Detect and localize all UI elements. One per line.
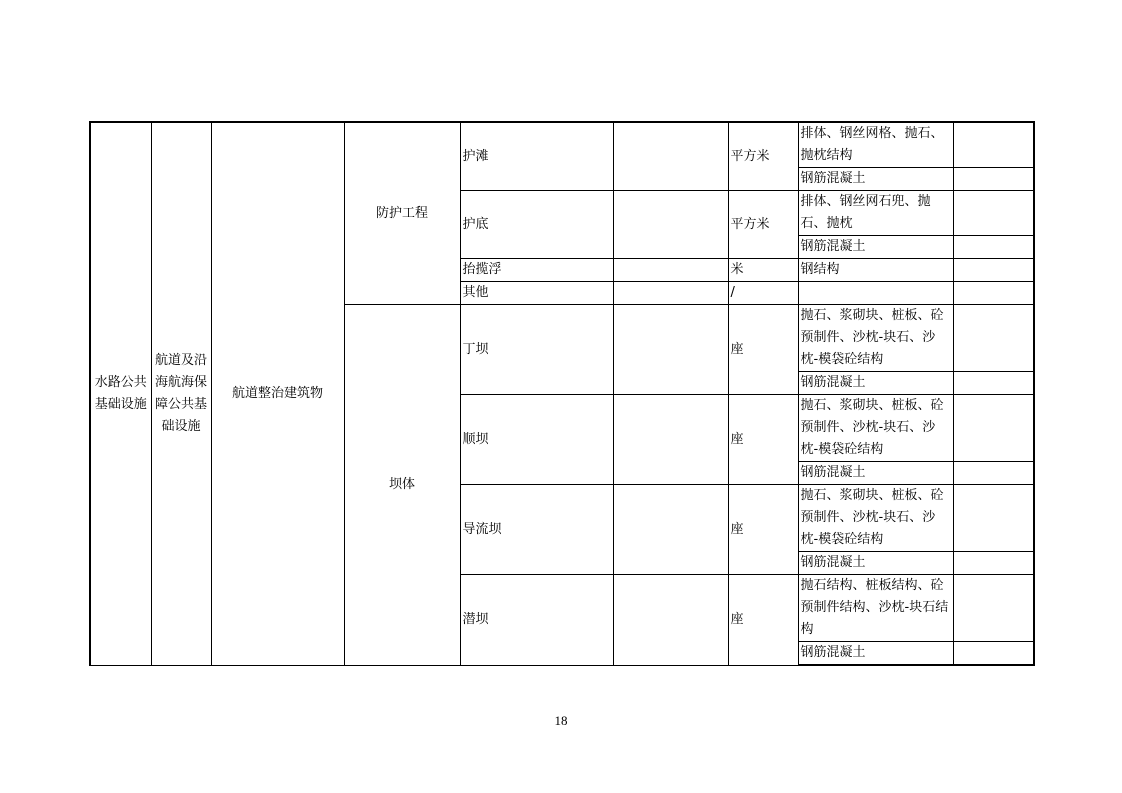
remark-cell [953,372,1034,395]
blank-cell [613,122,728,191]
remark-cell [953,259,1034,282]
material-cell: 钢筋混凝土 [798,168,953,191]
remark-cell [953,236,1034,259]
remark-cell [953,122,1034,168]
material-cell: 排体、钢丝网格、抛石、抛枕结构 [798,122,953,168]
material-cell: 钢结构 [798,259,953,282]
remark-cell [953,552,1034,575]
item-name-cell: 其他 [460,282,613,305]
remark-cell [953,305,1034,372]
unit-cell: 平方米 [728,191,798,259]
blank-cell [613,305,728,395]
remark-cell [953,395,1034,462]
group-name-cell: 坝体 [344,305,460,666]
remark-cell [953,642,1034,666]
remark-cell [953,575,1034,642]
level3-cell: 航道整治建筑物 [211,122,344,665]
blank-cell [613,191,728,259]
remark-cell [953,282,1034,305]
remark-cell [953,191,1034,236]
unit-cell: 米 [728,259,798,282]
material-cell: 钢筋混凝土 [798,462,953,485]
item-name-cell: 护底 [460,191,613,259]
item-name-cell: 丁坝 [460,305,613,395]
unit-cell: 平方米 [728,122,798,191]
remark-cell [953,168,1034,191]
material-cell: 抛石、浆砌块、桩板、砼预制件、沙枕-块石、沙枕-模袋砼结构 [798,305,953,372]
blank-cell [613,395,728,485]
item-name-cell: 顺坝 [460,395,613,485]
infrastructure-classification-table [89,121,1035,666]
material-cell: 抛石、浆砌块、桩板、砼预制件、沙枕-块石、沙枕-模袋砼结构 [798,395,953,462]
level1-cell: 水路公共基础设施 [90,122,151,665]
item-name-cell: 潜坝 [460,575,613,666]
blank-cell [613,485,728,575]
blank-cell [613,575,728,666]
material-cell: 抛石、浆砌块、桩板、砼预制件、沙枕-块石、沙枕-模袋砼结构 [798,485,953,552]
material-cell: 钢筋混凝土 [798,236,953,259]
material-cell [798,282,953,305]
blank-cell [613,282,728,305]
remark-cell [953,485,1034,552]
material-cell: 钢筋混凝土 [798,552,953,575]
item-name-cell: 导流坝 [460,485,613,575]
unit-cell: / [728,282,798,305]
blank-cell [613,259,728,282]
material-cell: 钢筋混凝土 [798,372,953,395]
material-cell: 钢筋混凝土 [798,642,953,666]
unit-cell: 座 [728,305,798,395]
material-cell: 抛石结构、桩板结构、砼预制件结构、沙枕-块石结构 [798,575,953,642]
unit-cell: 座 [728,575,798,666]
unit-cell: 座 [728,395,798,485]
group-name-cell: 防护工程 [344,122,460,305]
level2-cell: 航道及沿海航海保障公共基础设施 [151,122,211,665]
remark-cell [953,462,1034,485]
material-cell: 排体、钢丝网石兜、抛石、抛枕 [798,191,953,236]
item-name-cell: 抬揽浮 [460,259,613,282]
page-number: 18 [554,713,568,728]
unit-cell: 座 [728,485,798,575]
item-name-cell: 护滩 [460,122,613,191]
